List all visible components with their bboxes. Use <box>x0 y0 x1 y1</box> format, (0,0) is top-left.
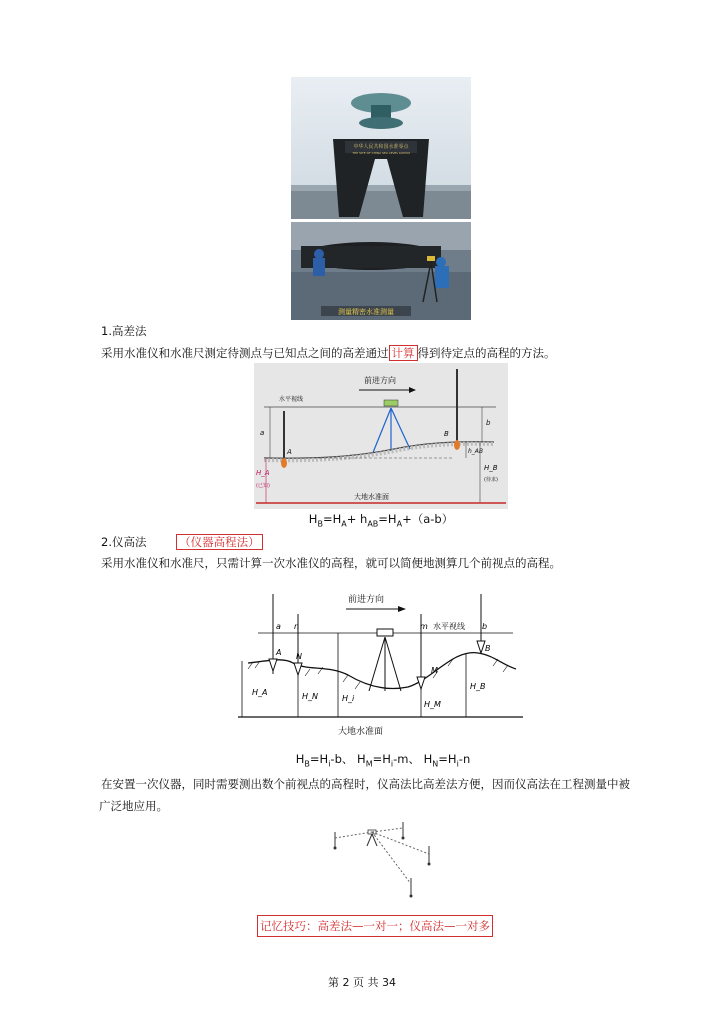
d1-label-a: a <box>260 429 265 437</box>
d2-direction: 前进方向 <box>348 595 385 605</box>
d1-point-a: A <box>287 448 292 456</box>
d2-label-m: m <box>420 622 428 631</box>
diagram-height-difference-method <box>254 363 508 509</box>
d2-label-b: b <box>482 622 488 631</box>
d2-height-i: H_i <box>342 694 355 703</box>
monument-sign-subtext: THE SITE OF CHINA SEA LEVEL DATUM <box>352 151 410 155</box>
d1-label-b: b <box>486 419 491 427</box>
d2-point-n: N <box>296 652 302 661</box>
s1-desc-after: 得到待定点的高程的方法。 <box>417 346 556 360</box>
monument-illustration <box>291 77 471 219</box>
formula-height-difference: $H_B=H_A+ h_{AB}=H_A+(a-b)$ <box>308 512 454 529</box>
d2-point-a: A <box>276 648 282 657</box>
d2-height-b: H_B <box>470 682 486 691</box>
memory-tip <box>257 915 493 937</box>
s2-para-line-1: 在安置一次仪器，同时需要测出数个前视点的高程时，仪高法比高差法方便，因而仪高法在工程测量中被 <box>101 777 630 791</box>
d2-height-n: H_N <box>302 692 318 701</box>
d1-h-ab: h_AB <box>468 448 484 455</box>
d1-height-a-note: (已知) <box>256 483 270 489</box>
d1-height-b: H_B <box>484 464 498 472</box>
s2-badge: （仪器高程法） <box>176 534 263 550</box>
d2-height-m: H_M <box>424 700 441 709</box>
section-1-title: 1.高差法 <box>101 324 147 338</box>
d1-height-a: H_A <box>256 469 270 477</box>
d2-datum: 大地水准面 <box>338 727 384 737</box>
photo-datum-monument <box>291 77 471 219</box>
d2-point-m: M <box>431 666 438 675</box>
d1-sight-line-label: 水平视线 <box>279 396 304 403</box>
page-footer: 第 2 页 共 34 <box>328 976 396 989</box>
d2-label-a: a <box>276 622 281 631</box>
formula-instrument-height: $H_B=H_i-b$、 $H_M=H_i-m$、 $H_N=H_i-n$ <box>295 752 471 769</box>
section-1-description <box>101 342 556 364</box>
d2-point-b: B <box>485 644 491 653</box>
monument-sign-text: 中华人民共和国水准零点 <box>353 144 409 150</box>
diagram-instrument-height-method <box>238 589 528 739</box>
d1-direction: 前进方向 <box>364 376 396 385</box>
section-2-paragraph <box>101 773 630 817</box>
s2-title-text: 2.仪高法 <box>101 535 147 549</box>
photo-caption: 测量精密水准测量 <box>338 308 394 316</box>
d2-label-n: n <box>294 622 300 631</box>
d1-datum: 大地水准面 <box>354 493 389 501</box>
s1-desc-before: 采用水准仪和水准尺测定待测点与已知点之间的高差通过 <box>101 346 389 360</box>
d2-sight-line-label: 水平视线 <box>433 622 465 631</box>
section-2-title <box>101 531 263 553</box>
photo-leveling-survey <box>291 222 471 320</box>
survey-illustration <box>291 222 471 320</box>
s1-desc-boxed-calc: 计算 <box>389 345 418 361</box>
section-2-description: 采用水准仪和水准尺，只需计算一次水准仪的高程，就可以简便地测算几个前视点的高程。 <box>101 556 561 570</box>
d1-point-b: B <box>444 430 449 438</box>
d2-height-a: H_A <box>252 688 268 697</box>
diagram-multiple-foresights <box>325 818 451 910</box>
s2-para-line-2: 广泛地应用。 <box>99 799 168 813</box>
memory-tip-text: 记忆技巧：高差法—一对一；仪高法—一对多 <box>257 915 493 937</box>
d1-height-b-note: (待求) <box>484 477 498 483</box>
